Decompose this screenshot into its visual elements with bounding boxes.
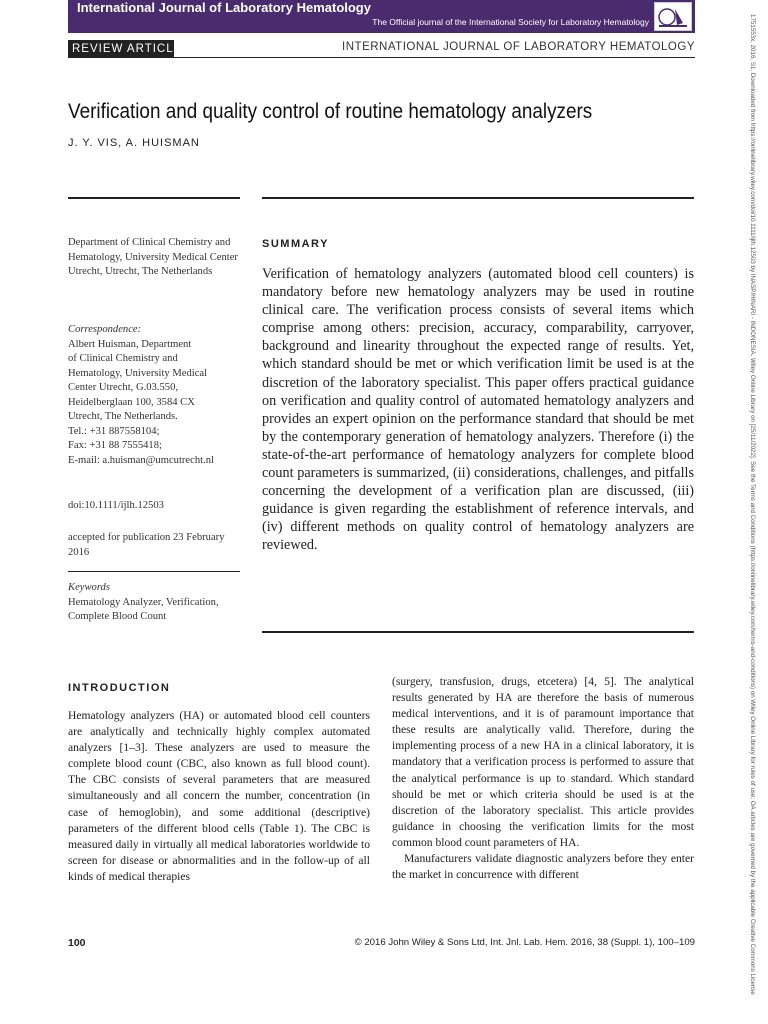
banner-subtitle: The Official journal of the International Society for Laboratory Hematology	[372, 17, 649, 27]
correspondence-line: Albert Huisman, Department	[68, 338, 192, 350]
footer-citation: © 2016 John Wiley & Sons Ltd, Int. Jnl. Lab. Hem. 2016, 38 (Suppl. 1), 100–109	[354, 937, 695, 948]
correspondence-line: of Clinical Chemistry and	[68, 353, 178, 364]
correspondence-block	[68, 323, 240, 468]
correspondence-line: Utrecht, The Netherlands.	[68, 411, 178, 422]
accepted-date: accepted for publication 23 February 2016	[68, 532, 225, 558]
keywords-list: Hematology Analyzer, Verification, Complete Blood Count	[68, 596, 219, 622]
introduction-heading: INTRODUCTION	[68, 682, 171, 694]
correspondence-email: E-mail: a.huisman@umcutrecht.nl	[68, 454, 214, 466]
intro-left-column: Hematology analyzers (HA) or automated blood cell counters are analytically and technically highly complex automated analyzers [1–3]. These analyzers are used to measure the complete blood count (CBC, also known as full blood count). The CBC consists of several parameters that are measured simultaneously and all concern the number, concentration (in case of hemoglobin), and some additional (descriptive) parameters of the different blood cells (Table 1). The CBC is measured daily in virtually all medical laboratories worldwide to screen for disease or abnormalities and in the follow-up of all kinds of medical therapies	[68, 709, 370, 883]
download-notice-text: 1751553x, 2016, S1, Downloaded from https://onlinelibrary.wiley.com/doi/10.1111/ijlh.12503 by INASP/HINARI - INDONESIA, Wiley Online Library on [25/11/2022]. See the Terms and Conditions (https://onlinelibrary.wiley.com/terms-and-conditions) on Wiley Online Library for rules of use; OA articles are governed by the applicable Creative Commons License	[749, 14, 756, 995]
correspondence-line: Tel.: +31 887558104;	[68, 425, 160, 437]
header-divider	[174, 57, 695, 58]
summary-bottom-rule	[262, 631, 694, 633]
doi: doi:10.1111/ijlh.12503	[68, 500, 164, 511]
running-journal-title: INTERNATIONAL JOURNAL OF LABORATORY HEMATOLOGY	[342, 41, 695, 53]
intro-right-paragraph-2: Manufacturers validate diagnostic analyzers before they enter the market in concurrence with different	[392, 852, 694, 882]
article-type-label: REVIEW ARTICLE	[68, 40, 174, 58]
keywords-rule	[68, 571, 240, 572]
article-authors: J. Y. VIS, A. HUISMAN	[68, 137, 200, 149]
correspondence-line: Hematology, University Medical	[68, 367, 208, 379]
intro-right-column	[392, 674, 694, 883]
correspondence-line: Fax: +31 88 7555418;	[68, 440, 162, 451]
journal-banner	[68, 0, 695, 33]
download-notice-strip	[744, 0, 760, 1024]
summary-heading: SUMMARY	[262, 238, 329, 250]
banner-title: International Journal of Laboratory Hematology	[77, 0, 371, 15]
summary-text: Verification of hematology analyzers (automated blood cell counters) is mandatory before new hematology analyzers may be used in routine clinical care. The verification process consists of several items which comprise among others: precision, accuracy, comparability, carryover, background and linearity throughout the expected range of results. Yet, which standard should be met or which verification limit be used is at the discretion of the laboratory specialist. This paper offers practical guidance on verification and quality control of automated hematology analyzers and provides an expert opinion on the performance standard that should be met by the contemporary generation of hematology analyzers. Therefore (i) the state-of-the-art performance of hematology analyzers for complete blood count parameters is summarized, (ii) considerations, challenges, and pitfalls concerning the development of a verification plan are discussed, (iii) guidance is given regarding the establishment of reference intervals, and (iv) different methods on quality control of hematology analyzers are reviewed.	[262, 266, 694, 554]
page-number: 100	[68, 937, 86, 949]
affiliation: Department of Clinical Chemistry and Hematology, University Medical Center Utrecht, Utrecht, The Netherlands	[68, 237, 238, 277]
article-title: Verification and quality control of routine hematology analyzers	[68, 100, 593, 123]
keywords-label: Keywords	[68, 582, 110, 593]
correspondence-line: Center Utrecht, G.03.550,	[68, 382, 179, 393]
correspondence-line: Heidelberglaan 100, 3584 CX	[68, 396, 195, 408]
summary-top-rule	[262, 197, 694, 199]
society-logo-icon	[654, 2, 692, 31]
keywords-block	[68, 581, 240, 625]
intro-right-paragraph: (surgery, transfusion, drugs, etcetera) [4, 5]. The analytical results generated by HA are therefore the basis of numerous medical interventions, and it is of paramount importance that these results are analytically valid. Therefore, during the implementing process of a new HA in a clinical laboratory, it is mandatory that a verification process is performed to assure that the analytical performance is up to standard. Which standard should be met or which criteria should be used is at the discretion of the laboratory specialist. This article provides guidance in choosing the verification limits for the most common blood count parameters of HA.	[392, 675, 694, 849]
sidebar-top-rule	[68, 197, 240, 199]
correspondence-label: Correspondence:	[68, 324, 142, 335]
